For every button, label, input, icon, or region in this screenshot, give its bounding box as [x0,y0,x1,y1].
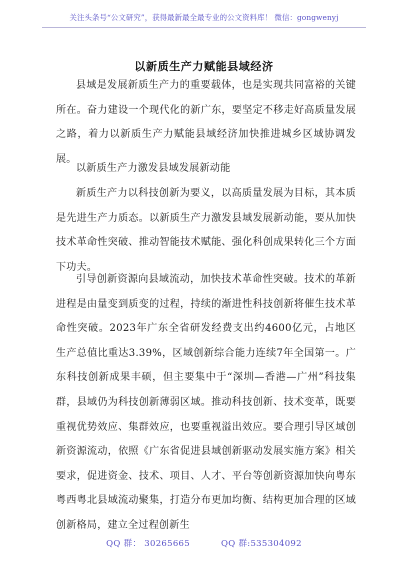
paragraph-intro: 县域是发展新质生产力的重要载体，也是实现共同富裕的关键所在。奋力建设一个现代化的新广东，要坚定不移走好高质量发展之路，着力以新质生产力赋能县域经济加快推进城乡区域协调发展。 [56,80,356,165]
page-header-banner: 关注头条号“公文研究”，获得最新最全最专业的公文资料库！ 微信：gongwenyj [69,13,339,22]
paragraph-2: 新质生产力以科技创新为要义，以高质量发展为目标，其本质是先进生产力质态。以新质生产力激发县域发展新动能，要从加快技术革命性突破、推动智能技术赋能、强化科创成果转化三个方面下功夫。 [56,188,356,273]
document-title: 以新质生产力赋能县域经济 [134,60,274,73]
footer-qq-group-1: QQ 群： 30265665 [106,539,190,549]
header-divider [42,27,366,28]
paragraph-3: 引导创新资源向县域流动，加快技术革命性突破。技术的革新进程是由量变到质变的过程，持续的渐进性科技创新将催生技术革命性突破。2023年广东全省研发经费支出约4600亿元，占地区生产总值比重达3.39%，区域创新综合能力连续7年全国第一。广东科技创新成果丰硕，但主要集中于“深圳—香港—广州”科技集群，县域仍为科技创新薄弱区域。推动科技创新、技术变革，既要重视优势效应、集群效应，也要重视溢出效应。要合理引导区域创新资源流动，依照《广东省促进县域创新驱动发展实施方案》相关要求，促进资金、技术、项目、人才、平台等创新资源加快向粤东粤西粤北县域流动聚集，打造分布更加均衡、结构更加合理的区域创新格局，建立全过程创新生 [56,274,356,531]
section-subheading: 以新质生产力激发县域发展新动能 [76,163,231,174]
page-footer [0,537,408,549]
footer-qq-group-2: QQ 群:535304092 [220,539,302,549]
